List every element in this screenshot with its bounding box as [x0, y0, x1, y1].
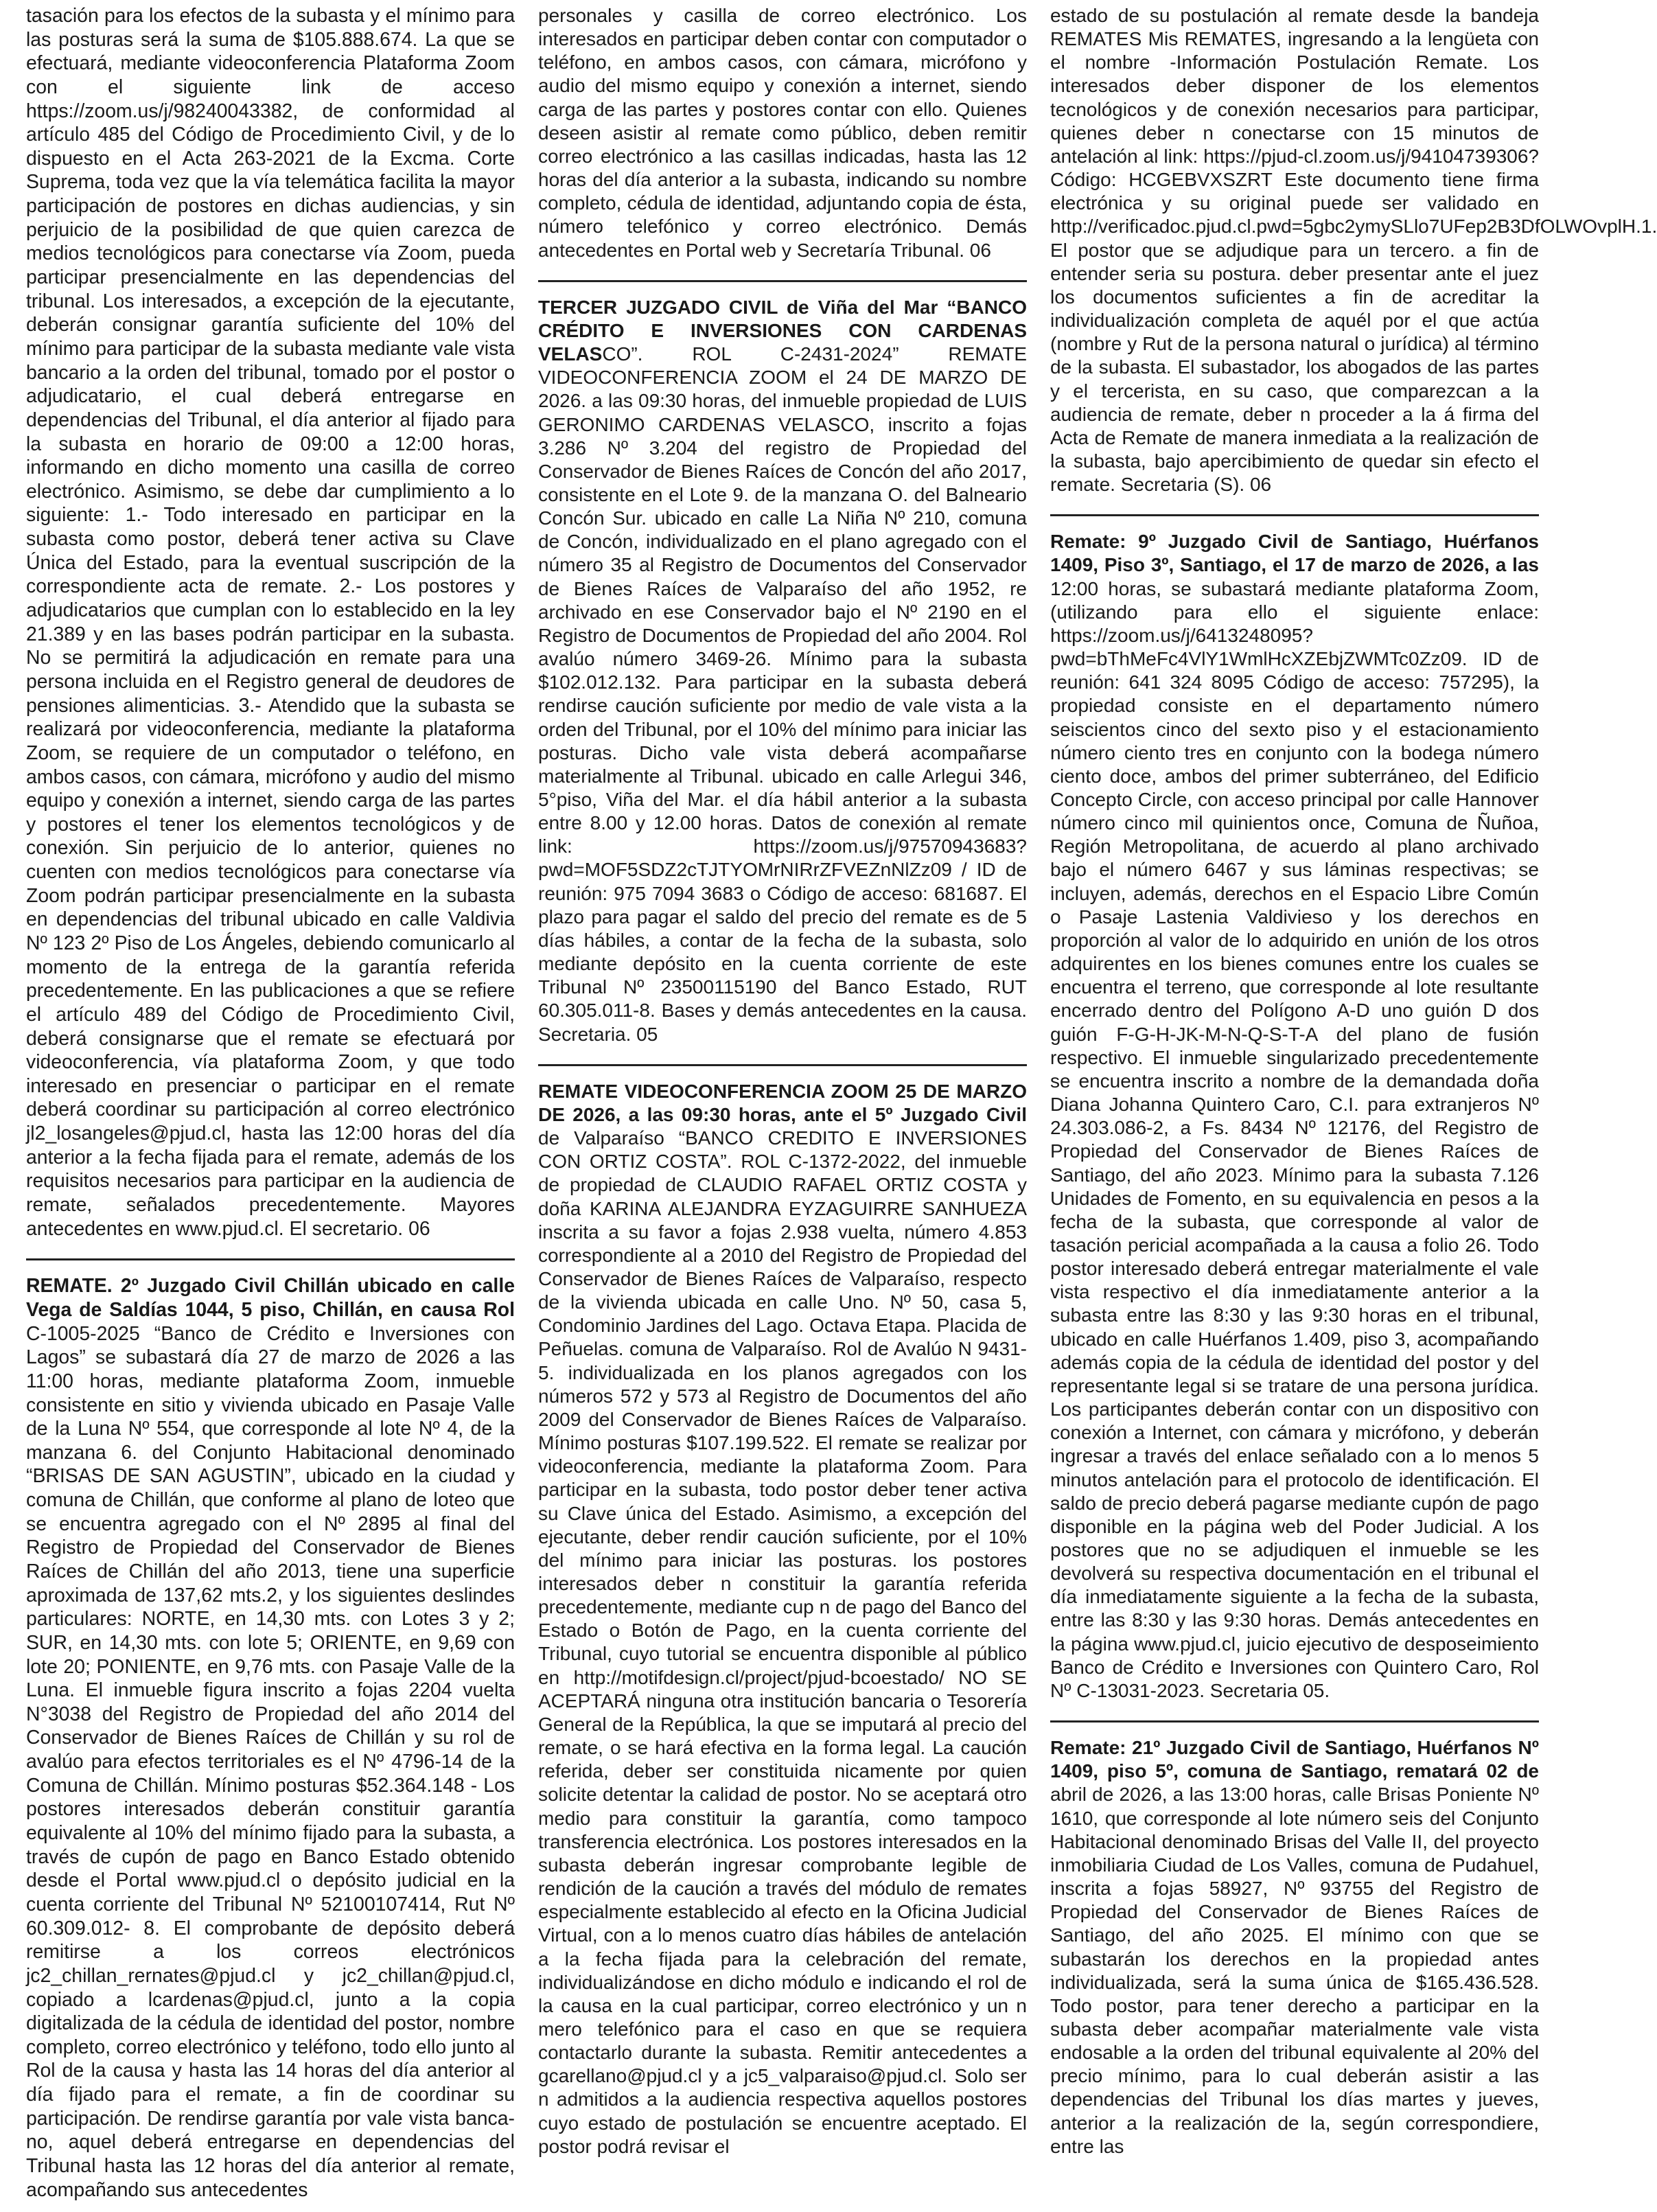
notice-body: abril de 2026, a las 13:00 horas, calle Brisas Poniente Nº 1610, que corresponde al lote número seis del Conjunto Habitacional denominado Brisas del Valle II, del proyecto inmobiliaria Ciudad de Los Valles, comuna de Pudahuel, inscrita a fojas 58927, Nº 93755 del Registro de Propiedad del Conservador de Bienes Raíces de Santiago, del año 2025. El mínimo con que se subastarán los derechos en la propiedad antes individualizada, será la suma única de $165.436.528. Todo postor, para tener derecho a participar en la subasta deber acompañar materialmente vale vista endosable a la orden del tribunal equivalente al 20% del precio mínimo, para lo cual deberán asistir a las dependencias del Tribunal los días martes y jueves, anterior a la realización de la, según correspondiere, entre las	[1050, 1784, 1539, 2157]
notice-text	[1050, 4, 1657, 496]
column-2	[538, 4, 1027, 2212]
notice-body: de Valparaíso “BANCO CREDITO E INVERSIONES CON ORTIZ COSTA”. ROL C-1372-2022, del inmueble de propiedad de CLAUDIO RAFAEL ORTIZ COSTA y doña KARINA ALEJANDRA EYZAGUIRRE SANHUEZA inscrita a su favor a fojas 2.938 vuelta, número 4.853 correspondiente al a 2010 del Registro de Propiedad del Conservador de Bienes Raíces de Valparaíso, respecto de la vivienda ubicada en calle Uno. Nº 50, casa 5, Condominio Jardines del Lago. Octava Etapa. Placida de Peñuelas. comuna de Valparaíso. Rol de Avalúo N 9431-5. individualizada en los planos agregados con los números 572 y 573 al Registro de Documentos del año 2009 del Conservador de Bienes Raíces de Valparaíso. Mínimo posturas $107.199.522. El remate se realizar por videoconferencia, mediante la plataforma Zoom. Para participar en la subasta, todo postor deber tener activa su Clave única del Estado. Asimismo, a excepción del ejecutante, deber rendir caución suficiente, por el 10% del mínimo para iniciar las posturas. los postores interesados deber n constituir la garantía referida precedentemente, mediante cup n de pago del Banco del Estado o Botón de Pago, en la cuenta corriente del Tribunal, cuyo tutorial se encuentra disponible al público en http://motifdesign.cl/project/pjud-bcoestado/ NO SE ACEPTARÁ ninguna otra institución bancaria o Tesorería General de la República, la que se imputará al precio del remate, o se hará efectiva en la forma legal. La caución referida, deber ser constituida nicamente por quien solicite detentar la calidad de postor. No se aceptará otro medio para constituir la garantía, como tampoco transferencia electrónica. Los postores interesados en la subasta deberán ingresar comprobante legible de rendición de la caución a través del módulo de remates especialmente establecido al efecto en la Oficina Judicial Virtual, con a lo menos cuatro días hábiles de antelación a la fecha fijada para la celebración del remate, individualizándose en dicho módulo e indicando el rol de la causa en la cual participar, correo electrónico y un n mero telefónico para el caso en que se requiera contactarlo durante la subasta. Remitir antecedentes a gcarellano@pjud.cl y a jc5_valparaiso@pjud.cl. Solo ser n admitidos a la audiencia respectiva aquellos postores cuyo estado de postulación se encuentre aceptado. El postor podrá revisar el	[538, 1127, 1027, 2157]
column-divider	[26, 1258, 515, 1260]
notice-text	[26, 1274, 515, 2202]
notice-body: tasación para los efectos de la subasta y el mínimo para las posturas será la suma de $105.888.674. La que se efectuará, mediante videoconferencia Plataforma Zoom con el siguiente link de acceso https://zoom.us/j/98240043382, de conformidad al artículo 485 del Código de Procedimiento Civil, y de lo dispuesto en el Acta 263-2021 de la Excma. Corte Suprema, toda vez que la vía telemática facilita la mayor participación de postores en dichas audiencias, y sin perjuicio de la posibilidad de que quien carezca de medios tecnológicos para conectarse vía Zoom, pueda participar presencialmente en las dependencias del tribunal. Los interesados, a excepción de la ejecutante, deberán consignar garantía suficiente del 10% del mínimo para participar de la subasta mediante vale vista bancario a la orden del tribunal, tomado por el postor o adjudicatario, el cual deberá entregarse en dependencias del Tribunal, el día anterior al fijado para la subasta en horario de 09:00 a 12:00 horas, informando en dicho momento una casilla de correo electrónico. Asimismo, se debe dar cumplimiento a lo siguiente: 1.- Todo interesado en participar en la subasta como postor, deberá tener activa su Clave Única del Estado, para la eventual suscripción de la correspondiente acta de remate. 2.- Los postores y adjudicatarios que cumplan con lo establecido en la ley 21.389 y en las bases podrán participar en la subasta. No se permitirá la adjudicación en remate para una persona incluida en el Registro general de deudores de pensiones alimenticias. 3.- Atendido que la subasta se realizará por videoconferencia, mediante la plataforma Zoom, se requiere de un computador o teléfono, en ambos casos, con cámara, micrófono y audio del mismo equipo y conexión a internet, siendo carga de las partes y postores el tener los elementos tecnológicos y de conexión. Sin perjuicio de lo anterior, quienes no cuenten con medios tecnológicos para conectarse vía Zoom podrán participar presencialmente en la subasta en dependencias del tribunal ubicado en calle Valdivia Nº 123 2º Piso de Los Ángeles, debiendo comunicarlo al momento de la entrega de la garantía referida precedentemente. En las publicaciones a que se refiere el artículo 489 del Código de Procedimiento Civil, deberá consignarse que el remate se efectuará por videoconferencia, vía plataforma Zoom, y que todo interesado en presenciar o participar en el remate deberá coordinar su participación al correo electrónico jl2_losangeles@pjud.cl, hasta las 12:00 horas del día anterior a la fecha fijada para el remate, además de los requisitos necesarios para participar en la audiencia de remate, señalados precedentemente. Mayores antecedentes en www.pjud.cl. El secretario. 06	[26, 5, 515, 1240]
notice-body: CO”. ROL C-2431-2024” REMATE VIDEOCONFERENCIA ZOOM el 24 DE MARZO DE 2026. a las 09:30 horas, del inmueble propiedad de LUIS GERONIMO CARDENAS VELASCO, inscrito a fojas 3.286 Nº 3.204 del registro de Propiedad del Conservador de Bienes Raíces de Concón del año 2017, consistente en el Lote 9. de la manzana O. del Balneario Concón Sur. ubicado en calle La Niña Nº 210, comuna de Concón, individualizado en el plano agregado con el número 35 al Registro de Documentos del Conservador de Bienes Raíces de Valparaíso del año 1952, re archivado en ese Conservador bajo el Nº 2190 en el Registro de Documentos de Propiedad del año 2004. Rol avalúo número 3469-26. Mínimo para la subasta $102.012.132. Para participar en la subasta deberá rendirse caución suficiente por medio de vale vista a la orden del Tribunal, por el 10% del mínimo para iniciar las posturas. Dicho vale vista deberá acompañarse materialmente al Tribunal. ubicado en calle Arlegui 346, 5°piso, Viña del Mar. el día hábil anterior a la subasta entre 8.00 y 12.00 horas. Datos de conexión al remate link: https://zoom.us/j/97570943683?pwd=MOF5SDZ2cTJTYOMrNIRrZFVEZnNlZz09 / ID de reunión: 975 7094 3683 o Código de acceso: 681687. El plazo para pagar el saldo del precio del remate es de 5 días hábiles, a contar de la fecha de la subasta, solo mediante depósito en la cuenta corriente de este Tribunal Nº 23500115190 del Banco Estado, RUT 60.305.011-8. Bases y demás antecedentes en la causa. Secretaria. 05	[538, 343, 1027, 1045]
notice-heading: Remate: 21º Juzgado Civil de Santiago, Huérfanos Nº 1409, piso 5º, comuna de Santiago, rematará 02 de	[1050, 1737, 1539, 1782]
column-divider	[1050, 514, 1539, 516]
notice-heading: REMATE VIDEOCONFERENCIA ZOOM 25 DE MARZO DE 2026, a las 09:30 horas, ante el 5º Juzgado Civil	[538, 1080, 1027, 1125]
notice-body: estado de su postulación al remate desde la bandeja REMATES Mis REMATES, ingresando a la lengüeta con el nombre -Información Postulación Remate. Los interesados deber disponer de los elementos tecnológicos y de conexión necesarios para participar, quienes deber n conectarse con 15 minutos de antelación al link: https://pjud-cl.zoom.us/j/94104739306? Código: HCGEBVXSZRT Este documento tiene firma electrónica y su original puede ser validado en http://verificadoc.pjud.cl.pwd=5gbc2ymySLlo7UFep2B3DfOLWOvplH.1. El postor que se adjudique para un tercero. a fin de entender seria su postura. deber presentar ante el juez los documentos suficientes a fin de acreditar la individualización completa de aquél por el que actúa (nombre y Rut de la persona natural o jurídica) al término de la subasta. El subastador, los abogados de las partes y el tercerista, en su caso, que comparezcan a la audiencia de remate, deber n proceder a la á firma del Acta de Remate de manera inmediata a la realización de la subasta, bajo apercibimiento de quedar sin efecto el remate. Secretaria (S). 06	[1050, 5, 1657, 496]
notice-text	[538, 1080, 1027, 2158]
notice-heading: TERCER JUZGADO CIVIL de Viña del Mar “BANCO CRÉDITO E INVERSIONES CON CARDENAS VELAS	[538, 296, 1027, 365]
notice-text	[538, 296, 1027, 1046]
notice-valparaiso-continued	[1050, 4, 1657, 496]
notice-body: C-1005-2025 “Banco de Crédito e Inversiones con Lagos” se subastará día 27 de marzo de 2026 a las 11:00 horas, mediante plataforma Zoom, inmueble consistente en sitio y vivienda ubicado en Pasaje Valle de la Luna Nº 554, que corresponde al lote Nº 4, de la manzana 6. del Conjunto Habitacional denominado “BRISAS DE SAN AGUSTIN”, ubicado en la ciudad y comuna de Chillán, que conforme al plano de loteo que se encuentra agregado con el Nº 2895 al final del Registro de Propiedad del Conservador de Bienes Raíces de Chillán del año 2013, tiene una superficie aproximada de 137,62 mts.2, y los siguientes deslindes particulares: NORTE, en 14,30 mts. con Lotes 3 y 2; SUR, en 14,30 mts. con lote 5; ORIENTE, en 9,69 con lote 20; PONIENTE, en 9,76 mts. con Pasaje Valle de la Luna. El inmueble figura inscrito a fojas 2204 vuelta N°3038 del Registro de Propiedad del año 2014 del Conservador de Bienes Raíces de Chillán y su rol de avalúo para efectos territoriales es el Nº 4796-14 de la Comuna de Chillán. Mínimo posturas $52.364.148 - Los postores interesados deberán constituir garantía equivalente al 10% del mínimo fijado para la subasta, a través de cupón de pago en Banco Estado obtenido desde el Portal www.pjud.cl o depósito judicial en la cuenta corriente del Tribunal Nº 52100107414, Rut Nº 60.309.012- 8. El comprobante de depósito deberá remitirse a los correos electrónicos jc2_chillan_rernates@pjud.cl y jc2_chillan@pjud.cl, copiado a lcardenas@pjud.cl, junto a la copia digitalizada de la cédula de identidad del postor, nombre completo, correo electrónico y teléfono, todo ello junto al Rol de la causa y hasta las 14 horas del día anterior al día fijado para el remate, a fin de coordinar su participación. De rendirse garantía por vale vista banca-no, aquel deberá entregarse en dependencias del Tribunal hasta las 12 horas del día anterior al remate, acompañando sus antecedentes	[26, 1322, 515, 2201]
column-divider	[538, 280, 1027, 282]
notice-body: personales y casilla de correo electrónico. Los interesados en participar deben contar con computador o teléfono, en ambos casos, con cámara, micrófono y audio del mismo equipo y conexión a internet, siendo carga de las partes y postores contar con ello. Quienes deseen asistir al remate como público, deben remitir correo electrónico a las casillas indicadas, hasta las 12 horas del día anterior a la subasta, indicando su nombre completo, cédula de identidad, adjuntando copia de ésta, número telefónico y correo electrónico. Demás antecedentes en Portal web y Secretaría Tribunal. 06	[538, 5, 1027, 261]
column-3	[1050, 4, 1657, 2212]
notice-heading: Remate: 9º Juzgado Civil de Santiago, Huérfanos 1409, Piso 3º, Santiago, el 17 de marzo de 2026, a las	[1050, 531, 1539, 576]
notice-los-angeles-continued	[26, 4, 515, 1241]
notice-santiago-9	[1050, 530, 1539, 1703]
notice-chillan-continued	[538, 4, 1027, 262]
notice-valparaiso	[538, 1080, 1027, 2158]
notice-text	[1050, 1736, 1539, 2158]
column-1	[26, 4, 515, 2212]
notice-text	[538, 4, 1027, 262]
notice-chillan	[26, 1274, 515, 2202]
column-divider	[1050, 1720, 1539, 1723]
notice-santiago-21	[1050, 1736, 1539, 2158]
column-divider	[538, 1064, 1027, 1066]
notice-heading: REMATE. 2º Juzgado Civil Chillán ubicado en calle Vega de Saldías 1044, 5 piso, Chillán, en causa Rol	[26, 1275, 515, 1321]
notice-vina-del-mar	[538, 296, 1027, 1046]
notice-text	[1050, 530, 1539, 1703]
notice-text	[26, 4, 515, 1241]
notice-body: 12:00 horas, se subastará mediante plataforma Zoom, (utilizando para ello el siguiente enlace: https://zoom.us/j/6413248095?pwd=bThMeFc4VlY1WmlHcXZEbjZWMTc0Zz09. ID de reunión: 641 324 8095 Código de acceso: 757295), la propiedad consiste en el departamento número seiscientos cinco del sexto piso y el estacionamiento número ciento tres en conjunto con la bodega número ciento doce, ambos del primer subterráneo, del Edificio Concepto Circle, con acceso principal por calle Hannover número cinco mil quinientos once, Comuna de Ñuñoa, Región Metropolitana, de acuerdo al plano archivado bajo el número 6467 y sus láminas respectivas; se incluyen, además, derechos en el Espacio Libre Común o Pasaje Lastenia Valdivieso y los derechos en proporción al valor de lo adquirido en unión de los otros adquirentes en los bienes comunes entre los cuales se encuentra el terreno, que corresponde al lote resultante encerrado dentro del Polígono A-D uno guión D dos guión F-G-H-JK-M-N-Q-S-T-A del plano de fusión respectivo. El inmueble singularizado precedentemente se encuentra inscrito a nombre de la demandada doña Diana Johanna Quintero Caro, C.I. para extranjeros Nº 24.303.086-2, a Fs. 8434 Nº 12176, del Registro de Propiedad del Conservador de Bienes Raíces de Santiago, del año 2023. Mínimo para la subasta 7.126 Unidades de Fomento, en su equivalencia en pesos a la fecha de la subasta, que corresponde al valor de tasación pericial acompañada a la causa a folio 26. Todo postor interesado deberá entregar materialmente el vale vista respectivo el día inmediatamente anterior a la subasta entre las 8:30 y las 9:30 horas en el tribunal, ubicado en calle Huérfanos 1.409, piso 3, acompañando además copia de la cédula de identidad del postor y del representante legal si se tratare de una persona jurídica. Los participantes deberán contar con un dispositivo con conexión a Internet, con cámara y micrófono, y deberán ingresar a través del enlace señalado con a lo menos 5 minutos antelación para el protocolo de identificación. El saldo de precio deberá pagarse mediante cupón de pago disponible en la página web del Poder Judicial. A los postores que no se adjudiquen el inmueble se les devolverá su respectiva documentación en el tribunal el día inmediatamente siguiente a la fecha de la subasta, entre las 8:30 y las 9:30 horas. Demás antecedentes en la página www.pjud.cl, juicio ejecutivo de desposeimiento Banco de Crédito e Inversiones con Quintero Caro, Rol Nº C-13031-2023. Secretaria 05.	[1050, 577, 1539, 1701]
